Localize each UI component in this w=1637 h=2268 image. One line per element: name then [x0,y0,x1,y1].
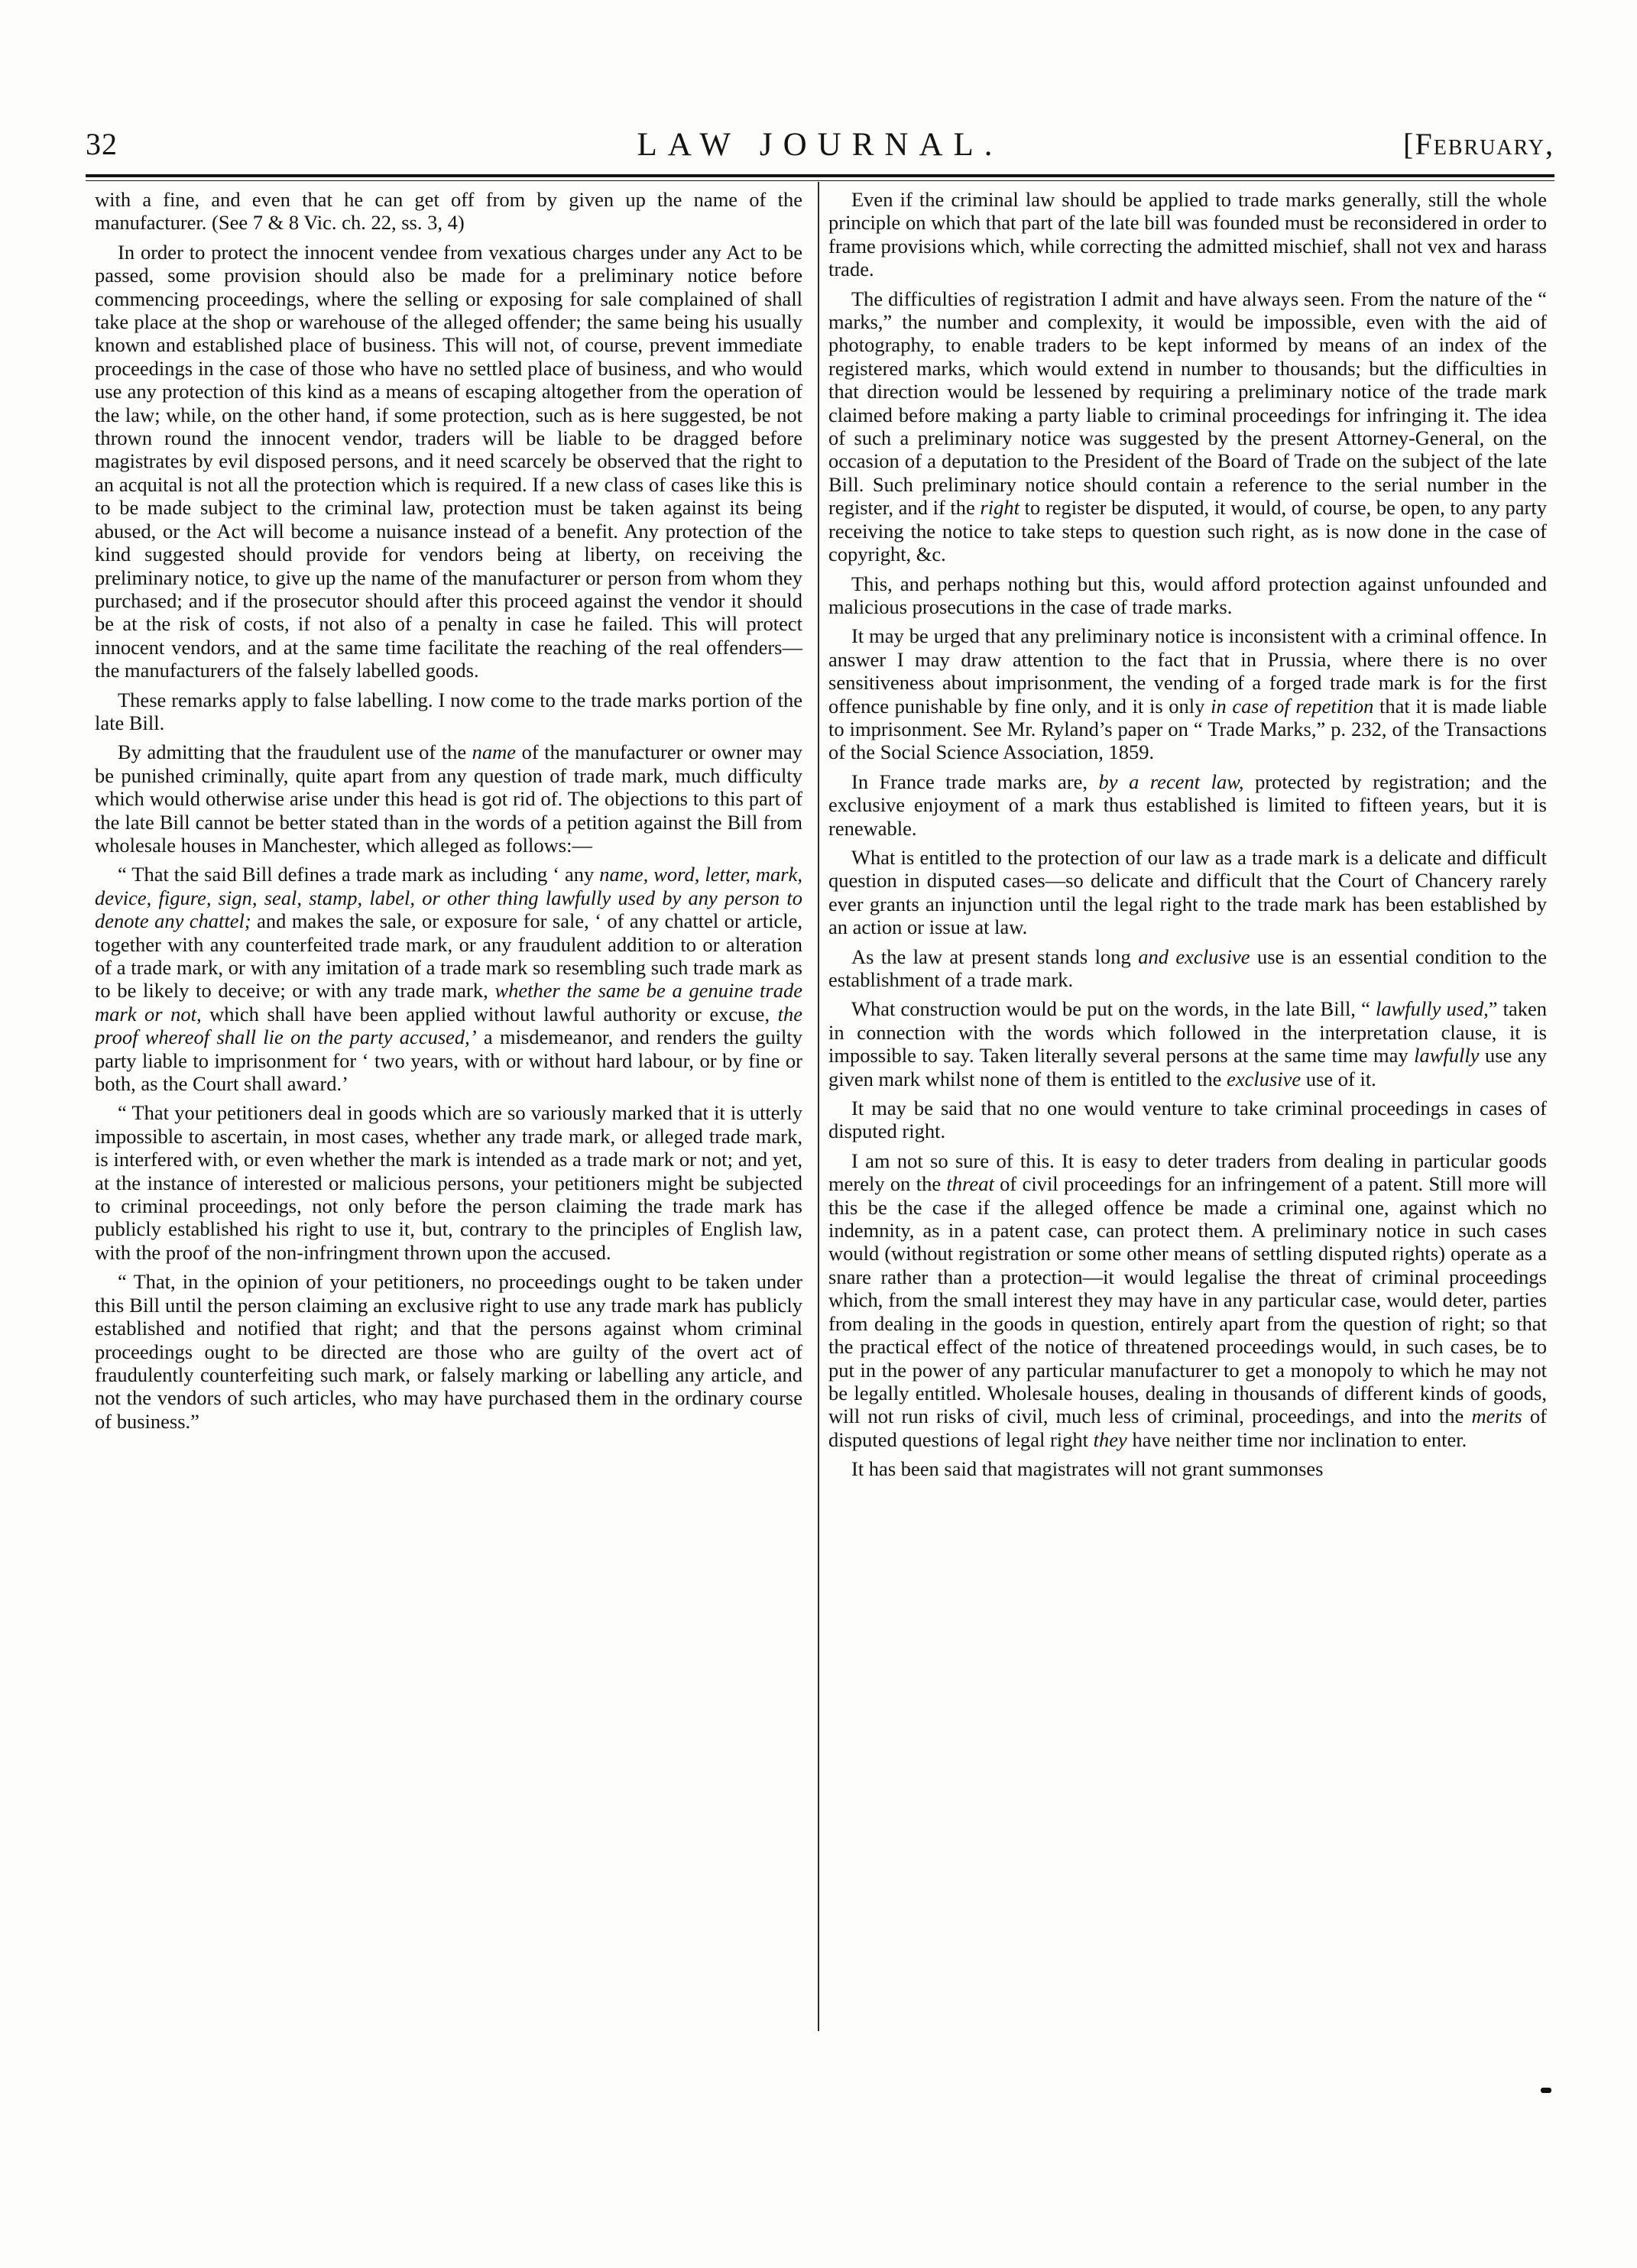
italic-text: name, word, letter, mark, device, figure, sign, seal, stamp, label, or other thing lawfully used by any person to denote any chattel; [95,863,802,933]
quoted-paragraph: “ That, in the opinion of your petitioners, no proceedings ought to be taken under this Bill until the person claiming an exclusive right to use any trade mark has publicly established and notified that right; and that the persons against whom criminal proceedings ought to be directed are those who are guilty of the overt act of fraudulently counterfeiting such mark, or falsely marking or labelling any article, and not the vendors of such articles, who may have purchased them in the ordinary course of business.” [95,1270,802,1433]
text-run: and makes the sale, or exposure for sale, ‘ of any chattel or article, together with any counterfeited trade mark, or any fraudulent addition to or alteration of a trade mark, or with any imitation of a trade mark so resembling such trade mark as to be likely to deceive; or with any trade mark, [95,909,802,1003]
italic-text: name [472,740,517,764]
paragraph: It has been said that magistrates will not grant summonses [851,1457,1324,1481]
text-run: By admitting that the fraudulent use of the [118,740,472,764]
text-run: of civil proceedings for an infringement of a patent. Still more will this be the case if the alleged offence be made a criminal one, against which no indemnity, as in a patent case, can protect them. A preliminary notice in such cases would (without registration or some other means of settling disputed rights) operate as a snare rather than a protection—it would legalise the threat of criminal proceedings which, from the small interest they may have in any particular case, would deter, parties from dealing in the goods in question, entirely apart from the question of right; so that the practical effect of the notice of threatened proceedings would, in such cases, be to put in the power of any particular manufacturer to get a monopoly to which he may not be legally entitled. Wholesale houses, dealing in thousands of different kinds of goods, will not run risks of civil, much less of criminal, proceedings, and into the [828,1172,1547,1428]
text-run: that it is made liable to imprisonment. See Mr. Ryland’s paper on “ Trade Marks,” p. 232, of the Transactions of the Social Science Association, 1859. [828,694,1548,764]
italic-text: the proof whereof shall lie on the party accused,’ [95,1002,802,1049]
page-header [86,126,1554,173]
paragraph: Even if the criminal law should be applied to trade marks generally, still the whole principle on which that part of the late bill was founded must be reconsidered in order to frame provisions which, while correcting the admitted mischief, shall not vex and harass trade. [828,188,1547,281]
paragraph: This, and perhaps nothing but this, would afford protection against unfounded and malicious prosecutions in the case of trade marks. [828,572,1547,618]
paragraph: In order to protect the innocent vendee from vexatious charges under any Act to be passed, some provision should also be made for a preliminary notice before commencing proceedings, where the selling or exposing for sale complained of shall take place at the shop or warehouse of the alleged offender; the same being his usually known and established place of business. This will not, of course, prevent immediate proceedings in the case of those who have no settled place of business, and who would use any protection of this kind as a means of escaping altogether from the operation of the law; while, on the other hand, if some protection, such as is here suggested, be not thrown round the innocent vendor, traders will be liable to be dragged before magistrates by evil disposed persons, and it need scarcely be observed that the right to an acquital is not all the protection which is required. If a new class of cases like this is to be made subject to the criminal law, protection must be taken against its being abused, or the Act will become a nuisance instead of a benefit. Any protection of the kind suggested should provide for vendors being at liberty, on receiving the preliminary notice, to give up the name of the manufacturer or person from whom they purchased; and if the prosecutor should after this proceed against the vendor it should be at the risk of costs, if not also of a penalty in case he failed. This will protect innocent vendors, and at the same time facilitate the reaching of the real offenders—the manufacturers of the falsely labelled goods. [95,240,802,682]
paragraph [95,740,802,857]
text-run: use of it. [1301,1067,1376,1090]
text-run: In France trade marks are, [851,770,1099,793]
header-rule-thin [86,180,1554,181]
header-rule-thick [86,174,1554,177]
italic-text: by a recent law, [1098,770,1244,793]
italic-text: they [1093,1427,1127,1451]
quoted-paragraph: “ That your petitioners deal in goods which are so variously marked that it is utterly impossible to ascertain, in most cases, whether any trade mark, or alleged trade mark, is interfered with, or even whether the mark is intended as a trade mark or not; and yet, at the instance of interested or malicious persons, your petitioners might be subjected to criminal proceedings, not only before the person claiming the trade mark has publicly established his right to use it, but, contrary to the principles of English law, with the proof of the non-infringment thrown upon the accused. [95,1101,802,1264]
text-run: of the manufacturer or owner may be punished criminally, quite apart from any question of trade mark, much difficulty which would otherwise arise under this head is got rid of. The objections to this part of the late Bill cannot be better stated than in the words of a petition against the Bill from wholesale houses in Manchester, which alleged as follows:— [95,740,802,857]
ink-mark [1541,2088,1551,2093]
paragraph [828,624,1547,763]
text-run: ” taken in connection with the words which followed in the interpretation clause, it is impossible to say. Taken literally several persons at the same time may [828,997,1548,1068]
paragraph: It may be said that no one would venture to take criminal proceedings in cases of disputed right. [828,1097,1547,1143]
text-run: to register be disputed, it would, of course, be open, to any party receiving the notice to take steps to question such right, as is now done in the case of copyright, &c. [828,496,1547,566]
text-run: I am not so sure of this. It is easy to deter traders from dealing in particular goods merely on the [828,1149,1547,1196]
italic-text: exclusive [1227,1067,1301,1090]
journal-title: LAW JOURNAL. [637,127,1003,163]
right-column [828,188,1547,1487]
paragraph [828,997,1547,1090]
italic-text: merits [1471,1405,1522,1428]
paragraph [828,770,1547,840]
text-run: As the law at present stands long [851,944,1139,968]
text-run: “ That the said Bill defines a trade mark as including ‘ any [118,863,600,886]
italic-text: threat [946,1172,994,1196]
paragraph [828,1149,1547,1451]
text-run: of disputed questions of legal right [828,1405,1547,1451]
text-run: It may be urged that any preliminary notice is inconsistent with a criminal offence. In answer I may draw attention to the fact that in Prussia, where there is no over sensitiveness about imprisonment, the vending of a forged trade mark is for the first offence punishable by fine only, and it is only [828,624,1547,718]
issue-month: [February, [1403,127,1554,161]
italic-text: lawfully used, [1375,997,1489,1021]
text-run: protected by registration; and the exclusive enjoyment of a mark thus established is limited to fifteen years, but it is renewable. [828,770,1547,840]
italic-text: right [980,496,1020,520]
italic-text: and exclusive [1138,944,1250,968]
page-number: 32 [86,127,118,161]
text-run: have neither time nor inclination to enter. [1126,1427,1467,1451]
paragraph: These remarks apply to false labelling. I now come to the trade marks portion of the late Bill. [95,688,802,734]
italic-text: whether the same be a genuine trade mark or not, [95,979,802,1025]
italic-text: in case of repetition [1211,694,1374,718]
paragraph [828,945,1547,992]
paragraph: with a fine, and even that he can get off from by given up the name of the manufacturer. (See 7 & 8 Vic. ch. 22, ss. 3, 4) [95,188,802,235]
text-run: a misdemeanor, and renders the guilty party liable to imprisonment for ‘ two years, with or without hard labour, or by fine or both, as the Court shall award.’ [95,1025,802,1096]
text-run: which shall have been applied without lawful authority or excuse, [201,1002,778,1025]
paragraph: What is entitled to the protection of our law as a trade mark is a delicate and difficult question in disputed cases—so delicate and difficult that the Court of Chancery rarely ever grants an injunction until the legal right to the trade mark has been established by an action or issue at law. [828,845,1547,939]
text-run: use any given mark whilst none of them is entitled to the [828,1044,1547,1090]
left-column [95,188,802,1439]
text-run: The difficulties of registration I admit and have always seen. From the nature of the “ marks,” the number and complexity, it would be impossible, even with the aid of photography, to enable traders to be kept informed by means of an index of the registered marks, which would extend in number to thousands; but the difficulties in that direction would be lessened by requiring a preliminary notice of the trade mark claimed before making a party liable to criminal proceedings for infringing it. The idea of such a preliminary notice was suggested by the present Attorney-General, on the occasion of a deputation to the President of the Board of Trade on the subject of the late Bill. Such preliminary notice should contain a reference to the serial number in the register, and if the [828,287,1547,520]
text-run: use is an essential condition to the establishment of a trade mark. [828,944,1547,991]
column-divider [818,182,819,2031]
paragraph [828,287,1547,566]
quoted-paragraph [95,863,802,1095]
text-run: What construction would be put on the words, in the late Bill, “ [851,997,1376,1021]
italic-text: lawfully [1414,1044,1480,1068]
